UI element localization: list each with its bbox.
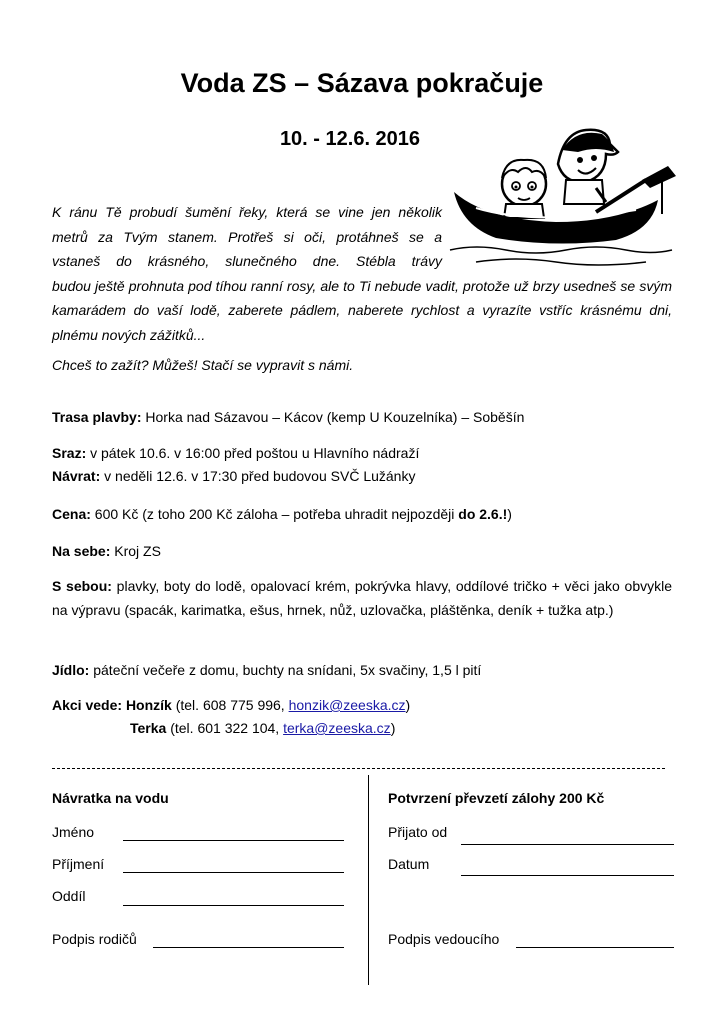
leader2-email-link[interactable]: terka@zeeska.cz (283, 720, 391, 736)
food-info (52, 659, 672, 682)
intro-text (52, 200, 672, 347)
price-value: 600 Kč (z toho 200 Kč záloha – potřeba uhradit nejpozději (90, 506, 459, 522)
food-value: páteční večeře z domu, buchty na snídani, 5x svačiny, 1,5 l pití (89, 662, 482, 678)
return-label: Návrat: (52, 468, 101, 484)
return-form-title: Návratka na vodu (52, 790, 169, 806)
troop-label: Oddíl (52, 888, 86, 904)
route-label: Trasa plavby: (52, 409, 142, 425)
leader1-name: Honzík (125, 697, 172, 713)
deposit-form-title: Potvrzení převzetí zálohy 200 Kč (388, 790, 605, 806)
packing-info (52, 575, 672, 622)
meeting-info (52, 442, 672, 488)
parent-signature-field[interactable] (153, 947, 344, 948)
intro-line: vstaneš do krásného, slunečného dne. Stébla trávy (52, 253, 442, 269)
page-title: Voda ZS – Sázava pokračuje (180, 68, 544, 98)
intro-rest: budou ještě prohnuta pod tíhou ranní rosy, ale to Ti nebude vadit, protože už brzy usedneš se svým kamarádem do vaší lodě, zaberete pádlem, naberete rychlost a vyrazíte vstříc krásnému dni, plnému nových zážitků... (52, 277, 672, 343)
leader1-email-link[interactable]: honzik@zeeska.cz (288, 697, 406, 713)
leader-signature-field[interactable] (516, 947, 674, 948)
leader-signature-label: Podpis vedoucího (388, 931, 500, 947)
food-label: Jídlo: (52, 662, 90, 678)
form-divider (368, 775, 369, 985)
leader2-phone: (tel. 601 322 104, (166, 720, 284, 736)
meet-label: Sraz: (52, 445, 87, 461)
route-info (52, 406, 672, 429)
leaders-label: Akci vede: (52, 697, 123, 713)
route-value: Horka nad Sázavou – Kácov (kemp U Kouzelníka) – Soběšín (141, 409, 525, 425)
event-date: 10. - 12.6. 2016 (279, 128, 421, 150)
leader1-phone: (tel. 608 775 996, (171, 697, 289, 713)
cut-line (52, 768, 665, 769)
first-name-label: Jméno (52, 824, 95, 840)
date-label: Datum (388, 856, 430, 872)
received-from-label: Přijato od (388, 824, 448, 840)
boy-with-cap-icon (558, 130, 618, 204)
wear-label: Na sebe: (52, 543, 111, 559)
bring-label: S sebou: (52, 578, 112, 594)
meet-value: v pátek 10.6. v 16:00 před poštou u Hlavního nádraží (86, 445, 420, 461)
received-from-field[interactable] (461, 844, 674, 845)
leader1-close: ) (405, 697, 411, 713)
intro-line: K ránu Tě probudí šumění řeky, která se vine jen několik (52, 204, 442, 220)
bring-value: plavky, boty do lodě, opalovací krém, pokrývka hlavy, oddílové tričko + věci jako obvykle na výpravu (spacák, karimatka, ešus, hrnek, nůž, uzlovačka, pláštěnka, deník + tužka atp.) (52, 578, 673, 618)
return-value: v neděli 12.6. v 17:30 před budovou SVČ Lužánky (100, 468, 416, 484)
last-name-label: Příjmení (52, 856, 105, 872)
intro-line: metrů za Tvým stanem. Protřeš si oči, protáhneš se a (52, 228, 442, 245)
price-info (52, 503, 672, 526)
troop-field[interactable] (123, 905, 344, 906)
date-field[interactable] (461, 875, 674, 876)
parent-signature-label: Podpis rodičů (52, 931, 137, 947)
leader2-close: ) (390, 720, 396, 736)
clothing-info (52, 540, 672, 563)
price-close: ) (507, 506, 512, 522)
wear-value: Kroj ZS (110, 543, 161, 559)
price-label: Cena: (52, 506, 91, 522)
price-deadline: do 2.6.! (458, 506, 508, 522)
leader2-name: Terka (130, 720, 167, 736)
first-name-field[interactable] (123, 840, 344, 841)
leaders-info (52, 694, 672, 740)
last-name-field[interactable] (123, 872, 344, 873)
invitation-question: Chceš to zažít? Můžeš! Stačí se vypravit s námi. (52, 357, 354, 373)
